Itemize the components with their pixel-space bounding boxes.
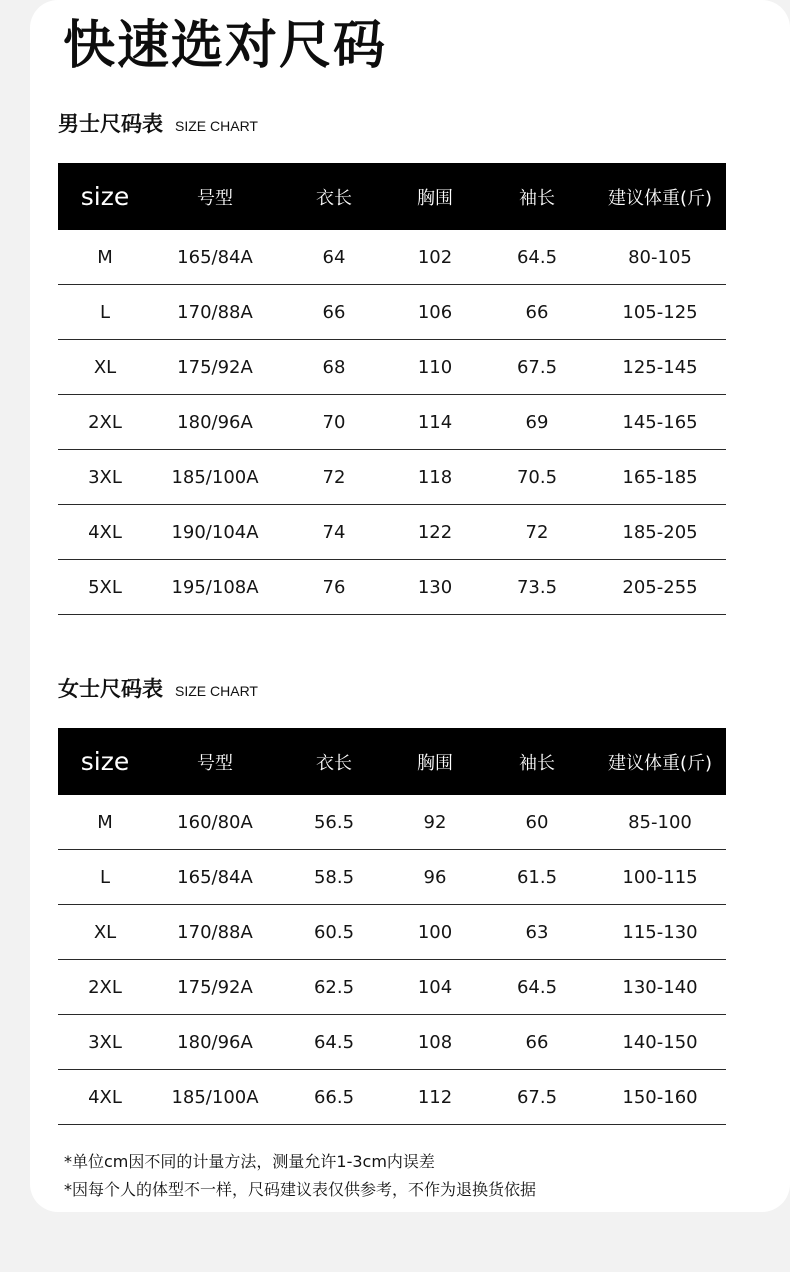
table-cell: 96 — [390, 850, 480, 905]
table-cell: 170/88A — [152, 905, 278, 960]
table-row — [58, 560, 726, 615]
size-notes — [64, 1148, 536, 1204]
table-cell: 180/96A — [152, 1015, 278, 1070]
table-row — [58, 795, 726, 850]
table-cell: 185/100A — [152, 1070, 278, 1125]
men-header-cell: 袖长 — [480, 163, 594, 230]
table-cell: 61.5 — [480, 850, 594, 905]
table-cell: 150-160 — [594, 1070, 726, 1125]
table-cell: 2XL — [58, 395, 152, 450]
table-cell: M — [58, 795, 152, 850]
table-cell: 140-150 — [594, 1015, 726, 1070]
men-section-heading — [58, 108, 258, 138]
table-cell: 72 — [278, 450, 390, 505]
table-cell: 60 — [480, 795, 594, 850]
women-header-cell: 袖长 — [480, 728, 594, 795]
table-cell: 165/84A — [152, 850, 278, 905]
table-cell: 108 — [390, 1015, 480, 1070]
table-cell: 170/88A — [152, 285, 278, 340]
table-cell: 112 — [390, 1070, 480, 1125]
table-cell: 104 — [390, 960, 480, 1015]
table-cell: 85-100 — [594, 795, 726, 850]
table-cell: L — [58, 850, 152, 905]
table-cell: 64.5 — [480, 960, 594, 1015]
women-header-cell: 号型 — [152, 728, 278, 795]
table-cell: 2XL — [58, 960, 152, 1015]
table-row — [58, 960, 726, 1015]
table-cell: 64.5 — [480, 230, 594, 285]
women-header-cell: size — [58, 728, 152, 795]
note-measurement: *单位cm因不同的计量方法，测量允许1-3cm内误差 — [64, 1152, 435, 1171]
table-row — [58, 340, 726, 395]
table-cell: L — [58, 285, 152, 340]
table-cell: 3XL — [58, 1015, 152, 1070]
table-row — [58, 450, 726, 505]
table-cell: 4XL — [58, 1070, 152, 1125]
men-heading-en: SIZE CHART — [175, 118, 258, 134]
table-cell: 5XL — [58, 560, 152, 615]
table-row — [58, 285, 726, 340]
table-cell: 180/96A — [152, 395, 278, 450]
table-cell: 64 — [278, 230, 390, 285]
table-cell: 3XL — [58, 450, 152, 505]
men-table-header — [58, 163, 726, 230]
women-header-cell: 衣长 — [278, 728, 390, 795]
men-header-cell: 胸围 — [390, 163, 480, 230]
table-cell: 105-125 — [594, 285, 726, 340]
table-row — [58, 505, 726, 560]
table-cell: 190/104A — [152, 505, 278, 560]
table-cell: 185-205 — [594, 505, 726, 560]
table-cell: 114 — [390, 395, 480, 450]
table-cell: 66.5 — [278, 1070, 390, 1125]
table-cell: 110 — [390, 340, 480, 395]
table-row — [58, 850, 726, 905]
women-table-header — [58, 728, 726, 795]
table-row — [58, 1070, 726, 1125]
men-header-cell: size — [58, 163, 152, 230]
women-size-table — [58, 728, 726, 1125]
table-cell: 165/84A — [152, 230, 278, 285]
table-cell: 185/100A — [152, 450, 278, 505]
table-cell: 106 — [390, 285, 480, 340]
table-cell: 80-105 — [594, 230, 726, 285]
table-cell: 92 — [390, 795, 480, 850]
table-cell: 118 — [390, 450, 480, 505]
table-cell: 72 — [480, 505, 594, 560]
women-header-cell: 建议体重(斤) — [594, 728, 726, 795]
table-cell: 100 — [390, 905, 480, 960]
table-cell: 69 — [480, 395, 594, 450]
table-cell: 76 — [278, 560, 390, 615]
table-cell: 195/108A — [152, 560, 278, 615]
table-cell: XL — [58, 905, 152, 960]
note-disclaimer: *因每个人的体型不一样，尺码建议表仅供参考，不作为退换货依据 — [64, 1180, 537, 1199]
table-cell: 66 — [480, 285, 594, 340]
table-row — [58, 230, 726, 285]
men-header-cell: 号型 — [152, 163, 278, 230]
women-section-heading — [58, 673, 258, 703]
men-header-cell: 衣长 — [278, 163, 390, 230]
table-cell: 66 — [480, 1015, 594, 1070]
table-row — [58, 1015, 726, 1070]
table-cell: 102 — [390, 230, 480, 285]
table-cell: 100-115 — [594, 850, 726, 905]
men-heading: 男士尺码表 — [58, 112, 163, 136]
table-cell: 175/92A — [152, 960, 278, 1015]
table-cell: XL — [58, 340, 152, 395]
table-cell: 145-165 — [594, 395, 726, 450]
table-cell: 130-140 — [594, 960, 726, 1015]
women-heading-en: SIZE CHART — [175, 683, 258, 699]
table-cell: 4XL — [58, 505, 152, 560]
men-header-cell: 建议体重(斤) — [594, 163, 726, 230]
table-cell: 67.5 — [480, 340, 594, 395]
table-cell: 125-145 — [594, 340, 726, 395]
table-cell: 115-130 — [594, 905, 726, 960]
table-cell: 160/80A — [152, 795, 278, 850]
women-header-cell: 胸围 — [390, 728, 480, 795]
table-cell: 165-185 — [594, 450, 726, 505]
table-cell: 56.5 — [278, 795, 390, 850]
table-cell: 130 — [390, 560, 480, 615]
table-cell: 70.5 — [480, 450, 594, 505]
table-cell: 70 — [278, 395, 390, 450]
table-cell: 74 — [278, 505, 390, 560]
table-cell: 62.5 — [278, 960, 390, 1015]
table-cell: 73.5 — [480, 560, 594, 615]
men-size-table — [58, 163, 726, 615]
table-cell: 68 — [278, 340, 390, 395]
table-row — [58, 395, 726, 450]
table-cell: 175/92A — [152, 340, 278, 395]
page-title: 快速选对尺码 — [63, 16, 388, 76]
table-cell: 58.5 — [278, 850, 390, 905]
table-cell: 67.5 — [480, 1070, 594, 1125]
table-cell: M — [58, 230, 152, 285]
table-cell: 66 — [278, 285, 390, 340]
table-cell: 63 — [480, 905, 594, 960]
women-heading: 女士尺码表 — [58, 677, 163, 701]
table-cell: 64.5 — [278, 1015, 390, 1070]
table-row — [58, 905, 726, 960]
table-cell: 205-255 — [594, 560, 726, 615]
table-cell: 122 — [390, 505, 480, 560]
table-cell: 60.5 — [278, 905, 390, 960]
